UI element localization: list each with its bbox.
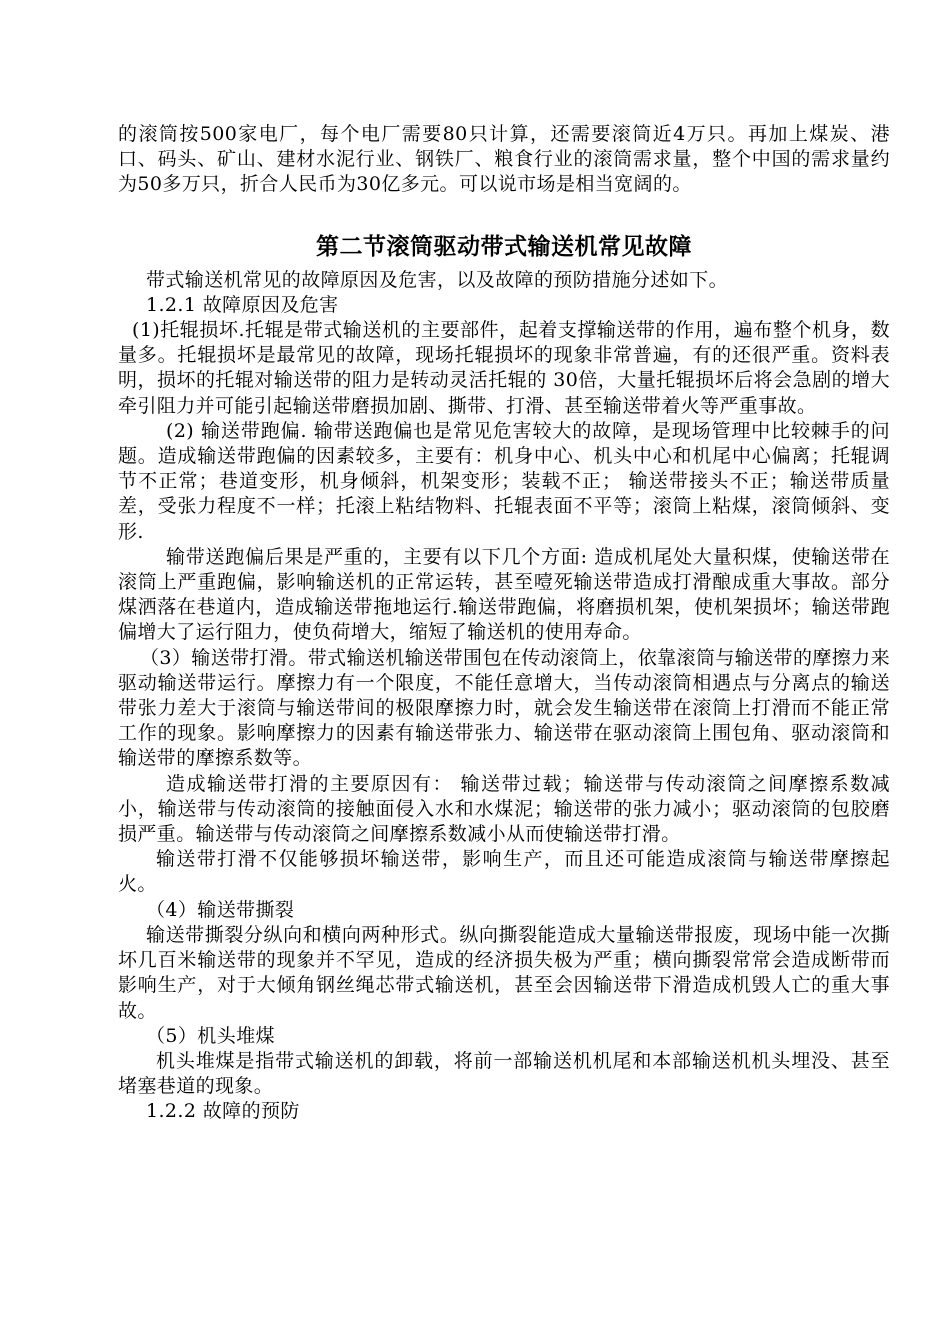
item2-paragraph: (2) 输送带跑偏. 输带送跑偏也是常见危害较大的故障，是现场管理中比较棘手的问题。造成输送带跑偏的因素较多，主要有：机身中心、机头中心和机尾中心偏离；托辊调节不正常；巷道变形，机身倾斜，机架变形；装载不正； 输送带接头不正；输送带质量差，受张力程度不一样；托滚上粘结物料、托辊表面不平等；滚筒上粘煤，滚筒倾斜、变形.	[118, 419, 890, 543]
item3-paragraph: （3）输送带打滑。带式输送机输送带围包在传动滚筒上，依靠滚筒与输送带的摩擦力来驱动输送带运行。摩擦力有一个限度，不能任意增大，当传动滚筒相遇点与分离点的输送带张力差大于滚筒与输送带间的极限摩擦力时，就会发生输送带在滚筒上打滑而不能正常工作的现象。影响摩擦力的因素有输送带张力、输送带在驱动滚筒上围包角、驱动滚筒和输送带的摩擦系数等。	[118, 646, 890, 770]
item2-consequence-paragraph: 输带送跑偏后果是严重的，主要有以下几个方面: 造成机尾处大量积煤，使输送带在滚筒上严重跑偏，影响输送机的正常运转，甚至噎死输送带造成打滑酿成重大事故。部分煤洒落在巷道内，造成输送带拖地运行.输送带跑偏，将磨损机架，使机架损坏；输送带跑偏增大了运行阻力，使负荷增大，缩短了输送机的使用寿命。	[118, 545, 890, 644]
item5-paragraph: 机头堆煤是指带式输送机的卸载，将前一部输送机机尾和本部输送机机头埋没、甚至堵塞巷道的现象。	[118, 1049, 890, 1098]
item5-heading: （5）机头堆煤	[146, 1024, 275, 1047]
item3-effect-paragraph: 输送带打滑不仅能够损坏输送带，影响生产，而且还可能造成滚筒与输送带摩擦起火。	[118, 848, 890, 896]
heading-1-2-1: 1.2.1 故障原因及危害	[146, 293, 339, 316]
overview-paragraph: 带式输送机常见的故障原因及危害，以及故障的预防措施分述如下。	[146, 268, 729, 291]
section-title: 第二节滚筒驱动带式输送机常见故障	[316, 233, 692, 260]
intro-paragraph: 的滚筒按500家电厂，每个电厂需要80只计算，还需要滚筒近4万只。再加上煤炭、港口、码头、矿山、建材水泥行业、钢铁厂、粮食行业的滚筒需求量，整个中国的需求量约为50多万只，折合人民币为30亿多元。可以说市场是相当宽阔的。	[118, 123, 890, 196]
item4-heading: （4）输送带撕裂	[146, 898, 295, 921]
item4-paragraph: 输送带撕裂分纵向和横向两种形式。纵向撕裂能造成大量输送带报废，现场中能一次撕坏几百米输送带的现象并不罕见，造成的经济损失极为严重；横向撕裂常常会造成断带而影响生产，对于大倾角钢丝绳芯带式输送机，甚至会因输送带下滑造成机毁人亡的重大事故。	[118, 923, 890, 1022]
heading-1-2-2: 1.2.2 故障的预防	[146, 1100, 300, 1123]
document-body	[118, 122, 890, 1125]
item1-paragraph: (1)托辊损坏.托辊是带式输送机的主要部件，起着支撑输送带的作用，遍布整个机身，数量多。托辊损坏是最常见的故障，现场托辊损坏的现象非常普遍，有的还很严重。资料表明，损坏的托辊对输送带的阻力是转动灵活托辊的 30倍，大量托辊损坏后将会急剧的增大牵引阻力并可能引起输送带磨损加剧、撕带、打滑、甚至输送带着火等严重事故。	[118, 319, 890, 417]
item3-causes-paragraph: 造成输送带打滑的主要原因有： 输送带过载；输送带与传动滚筒之间摩擦系数减小，输送带与传动滚筒的接触面侵入水和水煤泥；输送带的张力减小；驱动滚筒的包胶磨损严重。输送带与传动滚筒之间摩擦系数减小从而使输送带打滑。	[118, 772, 890, 846]
